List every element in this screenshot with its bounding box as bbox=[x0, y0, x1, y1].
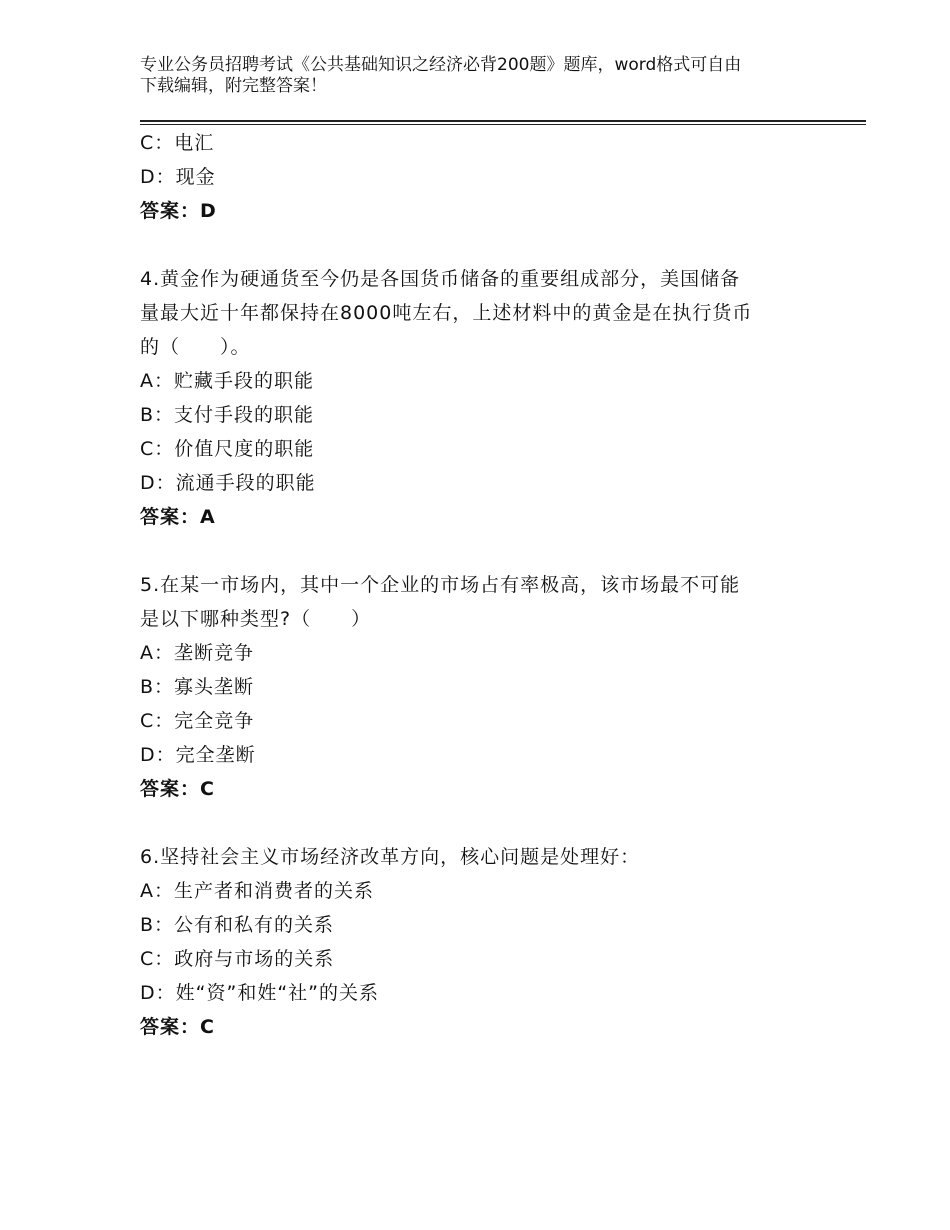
q5-stem-line-2: 是以下哪种类型?（ ） bbox=[140, 608, 372, 630]
page-header bbox=[140, 55, 840, 97]
q5-option-a: A：垄断竞争 bbox=[140, 642, 254, 664]
header-line-1: 专业公务员招聘考试《公共基础知识之经济必背200题》题库，word格式可自由 bbox=[140, 55, 742, 75]
spacer bbox=[140, 806, 860, 840]
q6-answer: 答案：C bbox=[140, 1016, 215, 1038]
spacer bbox=[140, 534, 860, 568]
q5-stem-line-1: 5.在某一市场内，其中一个企业的市场占有率极高，该市场最不可能 bbox=[140, 574, 741, 596]
spacer bbox=[140, 228, 860, 262]
q5-option-c: C：完全竞争 bbox=[140, 710, 255, 732]
q6-option-b: B：公有和私有的关系 bbox=[140, 914, 335, 936]
q4-stem-line-3: 的（ ）。 bbox=[140, 336, 251, 358]
q4-answer: 答案：A bbox=[140, 506, 216, 528]
header-rule-thin bbox=[140, 124, 866, 125]
q5-answer: 答案：C bbox=[140, 778, 215, 800]
q3-option-d: D：现金 bbox=[140, 166, 216, 188]
q3-answer: 答案：D bbox=[140, 200, 217, 222]
q4-option-c: C：价值尺度的职能 bbox=[140, 438, 315, 460]
header-line-2: 下载编辑，附完整答案！ bbox=[140, 76, 327, 96]
q6-stem-line-1: 6.坚持社会主义市场经济改革方向，核心问题是处理好： bbox=[140, 846, 641, 868]
q4-option-d: D：流通手段的职能 bbox=[140, 472, 316, 494]
q3-option-c: C：电汇 bbox=[140, 132, 215, 154]
q4-option-b: B：支付手段的职能 bbox=[140, 404, 315, 426]
q4-stem-line-1: 4.黄金作为硬通货至今仍是各国货币储备的重要组成部分，美国储备 bbox=[140, 268, 741, 290]
q6-option-c: C：政府与市场的关系 bbox=[140, 948, 335, 970]
q6-option-a: A：生产者和消费者的关系 bbox=[140, 880, 374, 902]
header-rule-thick bbox=[140, 120, 866, 122]
q6-option-d: D：姓“资”和姓“社”的关系 bbox=[140, 982, 380, 1004]
q5-option-d: D：完全垄断 bbox=[140, 744, 256, 766]
q5-option-b: B：寡头垄断 bbox=[140, 676, 255, 698]
q4-option-a: A：贮藏手段的职能 bbox=[140, 370, 314, 392]
question-list bbox=[140, 126, 860, 1044]
q4-stem-line-2: 量最大近十年都保持在8000吨左右，上述材料中的黄金是在执行货币 bbox=[140, 302, 753, 324]
